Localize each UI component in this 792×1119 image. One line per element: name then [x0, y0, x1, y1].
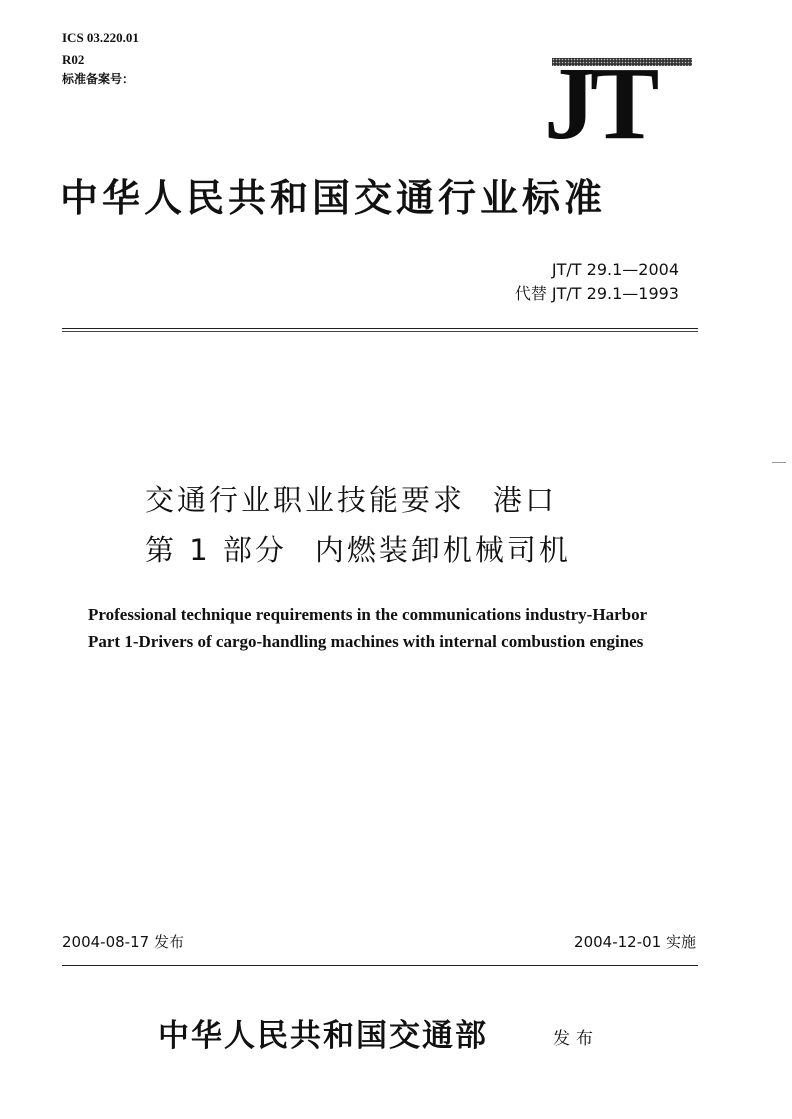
- title-cn-line1-sub: 港口: [493, 483, 558, 517]
- ics-code: ICS 03.220.01: [62, 30, 139, 45]
- header-rule-secondary: [62, 331, 698, 332]
- replaces-standard: 代替 JT/T 29.1—1993: [514, 284, 679, 303]
- publisher-verb: 发布: [553, 1029, 599, 1049]
- title-cn-line2-subject: 内燃装卸机械司机: [314, 533, 571, 567]
- scan-artifact-mark: [772, 462, 786, 463]
- issue-date: 2004-08-17 发布: [62, 933, 184, 951]
- title-cn-line1-main: 交通行业职业技能要求: [145, 483, 466, 517]
- standard-category-title: 中华人民共和国交通行业标准: [60, 175, 607, 220]
- header-rule: [62, 328, 698, 329]
- publisher-name: 中华人民共和国交通部: [158, 1018, 488, 1054]
- title-cn-line2-part: 第 1 部分: [145, 533, 287, 567]
- classification-code: R02: [62, 52, 85, 67]
- jt-logo-text: JT: [544, 52, 654, 142]
- implementation-date: 2004-12-01 实施: [574, 933, 696, 951]
- title-cn-line1: [145, 482, 557, 518]
- jt-logo: [540, 52, 700, 142]
- filing-number-label: 标准备案号：: [62, 72, 135, 86]
- standard-number: JT/T 29.1—2004: [551, 260, 679, 279]
- footer-rule: [62, 965, 698, 966]
- title-cn-line2: [145, 532, 571, 568]
- title-en-line2: Part 1-Drivers of cargo-handling machines with internal combustion engines: [88, 632, 644, 651]
- title-en-line1: Professional technique requirements in the communications industry-Harbor: [88, 605, 648, 624]
